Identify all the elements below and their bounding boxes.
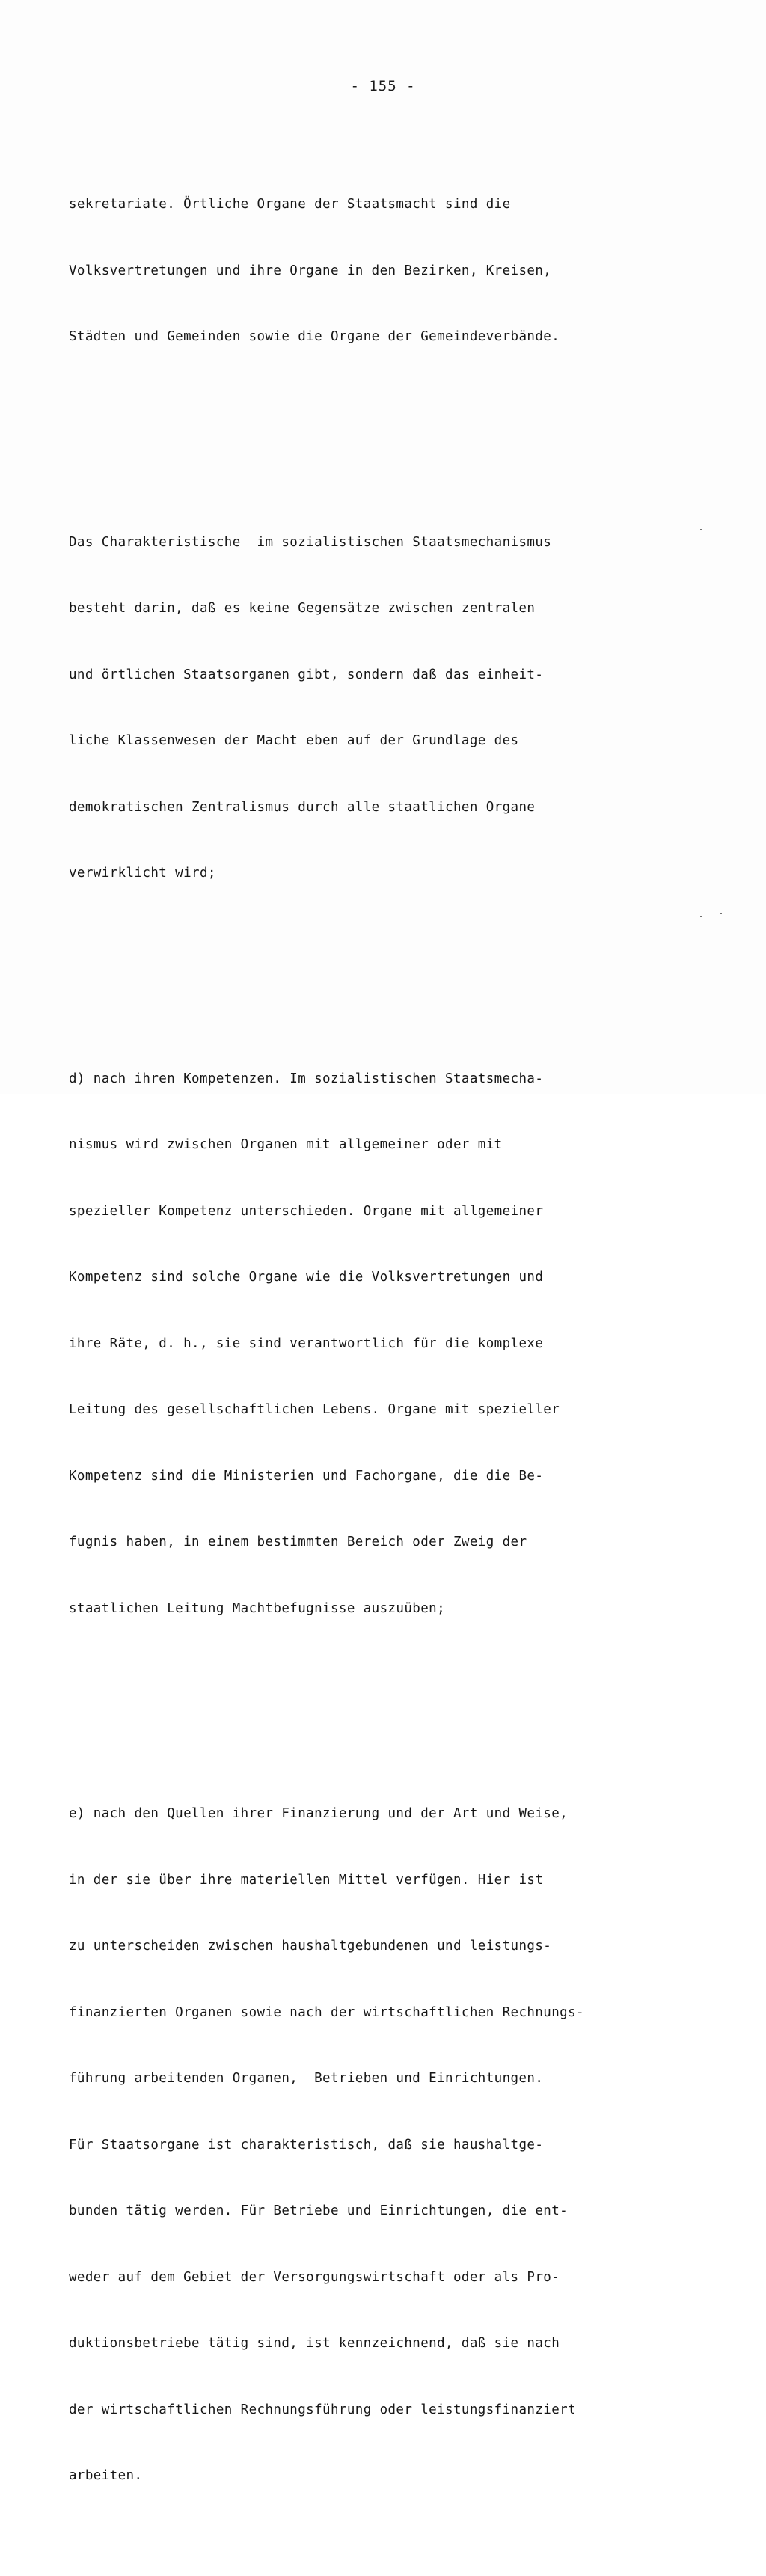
text-line: Kompetenz sind die Ministerien und Fachorgane, die die Be- bbox=[69, 1468, 544, 1484]
text-line: staatlichen Leitung Machtbefugnisse auszuüben; bbox=[69, 1600, 446, 1616]
scan-speck bbox=[720, 913, 722, 914]
paragraph-1 bbox=[69, 150, 667, 393]
text-line: ihre Räte, d. h., sie sind verantwortlich für die komplexe bbox=[69, 1336, 544, 1351]
text-line: sekretariate. Örtliche Organe der Staatsmacht sind die bbox=[69, 197, 511, 212]
text-line: weder auf dem Gebiet der Versorgungswirtschaft oder als Pro- bbox=[69, 2269, 560, 2285]
text-line: duktionsbetriebe tätig sind, ist kennzeichnend, daß sie nach bbox=[69, 2336, 560, 2351]
text-line: der wirtschaftlichen Rechnungsführung oder leistungsfinanziert bbox=[69, 2402, 577, 2417]
text-line: fugnis haben, in einem bestimmten Bereich oder Zweig der bbox=[69, 1535, 527, 1549]
text-line: e) nach den Quellen ihrer Finanzierung und der Art und Weise, bbox=[69, 1806, 569, 1821]
text-line: und örtlichen Staatsorganen gibt, sondern daß das einheit- bbox=[69, 667, 544, 682]
paragraph-2 bbox=[69, 488, 667, 929]
page-number: - 155 - bbox=[350, 78, 416, 94]
text-line: verwirklicht wird; bbox=[69, 866, 216, 881]
text-line: Volksvertretungen und ihre Organe in den Bezirken, Kreisen, bbox=[69, 263, 552, 278]
text-line: liche Klassenwesen der Macht eben auf der Grundlage des bbox=[69, 733, 519, 748]
text-line: Leitung des gesellschaftlichen Lebens. Organe mit spezieller bbox=[69, 1402, 560, 1417]
scan-speck bbox=[700, 529, 702, 530]
scan-speck bbox=[700, 916, 702, 917]
text-line: spezieller Kompetenz unterschieden. Organe mit allgemeiner bbox=[69, 1203, 544, 1219]
paragraph-d-kompetenzen bbox=[69, 1024, 667, 1665]
text-line: zu unterscheiden zwischen haushaltgebundenen und leistungs- bbox=[69, 1939, 552, 1954]
paragraph-e-finanzierung bbox=[69, 1759, 667, 2532]
text-line: besteht darin, daß es keine Gegensätze zwischen zentralen bbox=[69, 601, 536, 616]
text-line: d) nach ihren Kompetenzen. Im sozialistischen Staatsmecha- bbox=[69, 1071, 544, 1086]
text-line: führung arbeitenden Organen, Betrieben und Einrichtungen. bbox=[69, 2071, 544, 2086]
text-line: Für Staatsorgane ist charakteristisch, daß sie haushaltge- bbox=[69, 2137, 544, 2153]
text-line: Städten und Gemeinden sowie die Organe der Gemeindeverbände. bbox=[69, 329, 560, 344]
text-line: nismus wird zwischen Organen mit allgemeiner oder mit bbox=[69, 1137, 503, 1152]
body-text bbox=[69, 105, 667, 2576]
text-line: demokratischen Zentralismus durch alle staatlichen Organe bbox=[69, 799, 536, 815]
text-line: bunden tätig werden. Für Betriebe und Einrichtungen, die ent- bbox=[69, 2203, 569, 2218]
text-line: in der sie über ihre materiellen Mittel verfügen. Hier ist bbox=[69, 1872, 544, 1888]
text-line: finanzierten Organen sowie nach der wirtschaftlichen Rechnungs- bbox=[69, 2004, 584, 2020]
text-line: arbeiten. bbox=[69, 2468, 143, 2483]
text-line: Das Charakteristische im sozialistischen Staatsmechanismus bbox=[69, 534, 552, 550]
text-line: Kompetenz sind solche Organe wie die Volksvertretungen und bbox=[69, 1270, 544, 1285]
